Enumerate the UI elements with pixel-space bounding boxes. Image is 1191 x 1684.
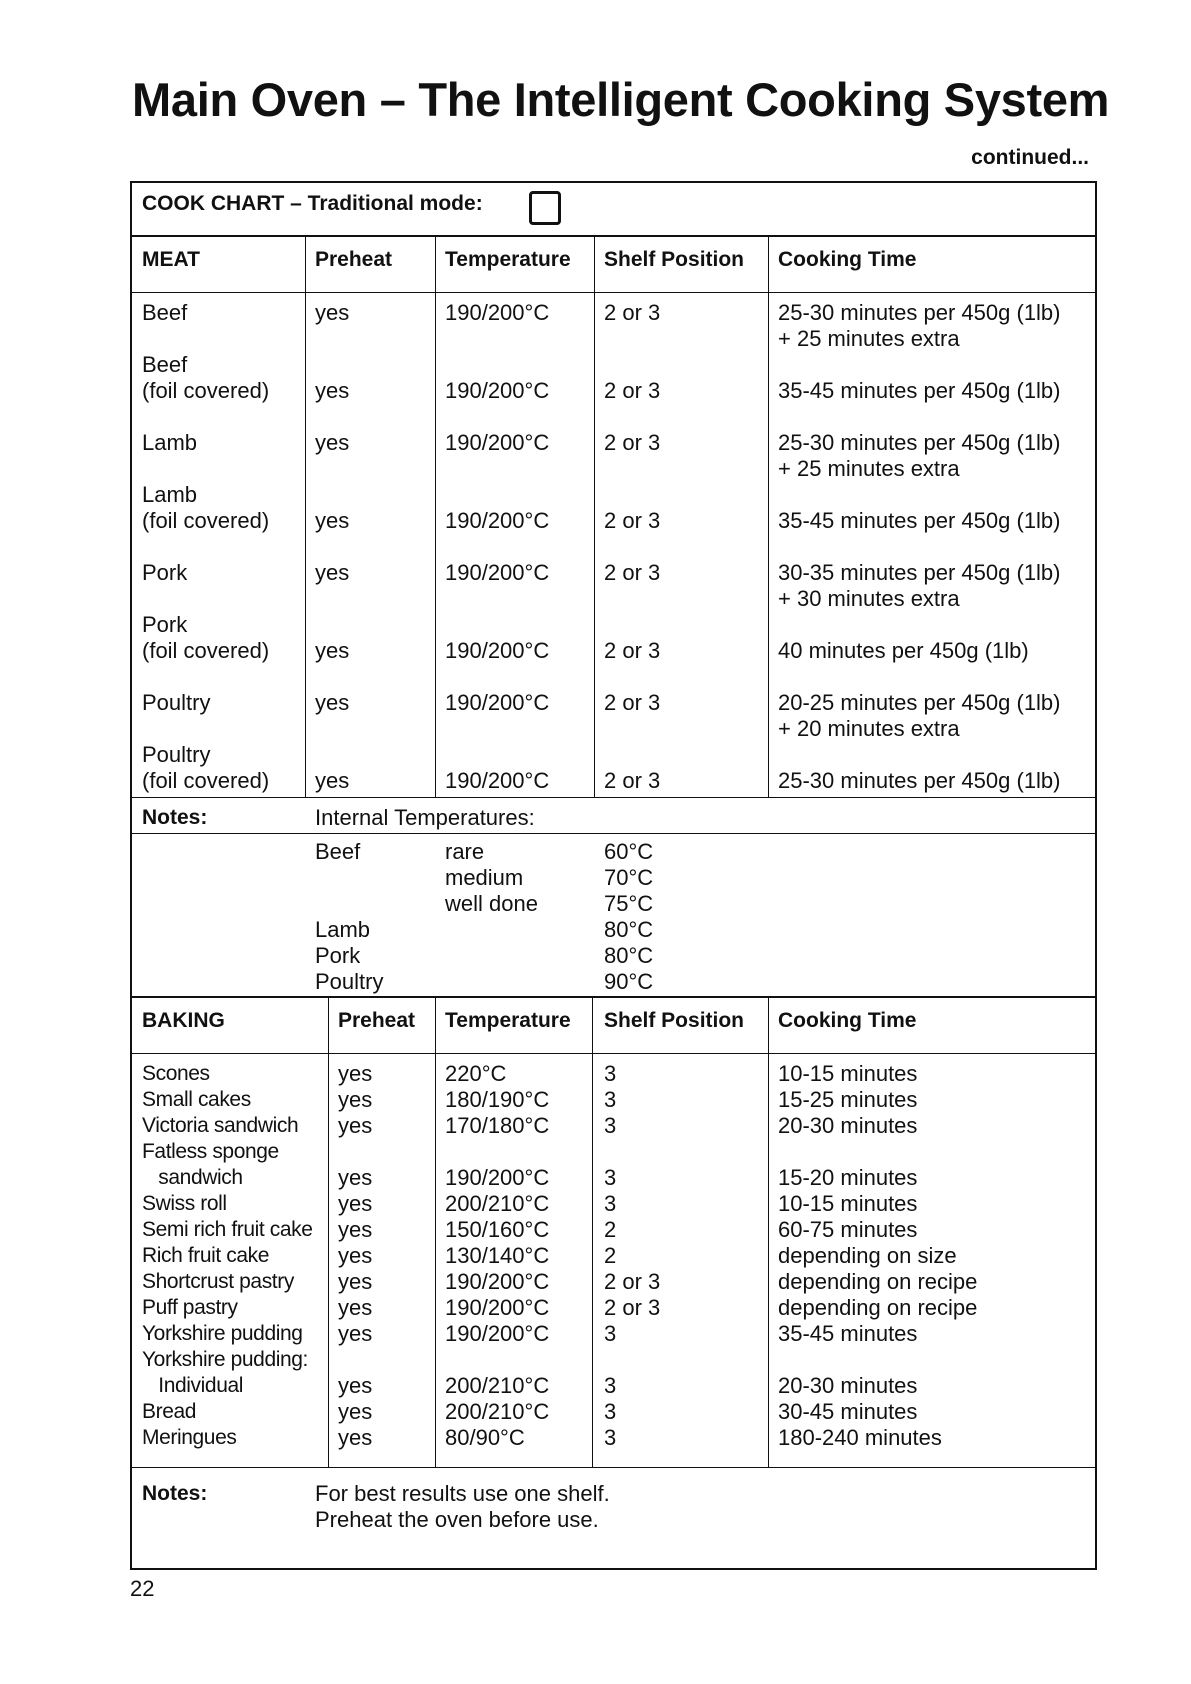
meat-preheat: yes [315,300,350,325]
meat-preheat: yes [315,768,350,793]
meat-notes-label: Notes: [142,806,208,829]
column-divider [328,996,329,1467]
meat-temperature: 190/200°C [445,430,550,455]
meat-preheat: yes [315,638,350,663]
meat-time: 25-30 minutes per 450g (1lb) + 25 minutes extra [778,430,1061,481]
baking-header: BAKING [142,1009,225,1032]
meat-temperature: 190/200°C [445,378,550,403]
column-divider [592,996,593,1467]
meat-shelf: 2 or 3 [604,638,661,663]
meat-time-header: Cooking Time [778,248,917,271]
baking-notes-text: For best results use one shelf. Preheat the oven before use. [315,1481,610,1532]
meat-item: Lamb (foil covered) [142,482,270,533]
baking-time-header: Cooking Time [778,1009,917,1032]
traditional-mode-icon [529,191,561,225]
meat-shelf: 2 or 3 [604,690,661,715]
meat-time: 20-25 minutes per 450g (1lb) + 20 minutes extra [778,690,1061,741]
meat-time: 35-45 minutes per 450g (1lb) [778,378,1061,403]
meat-preheat: yes [315,508,350,533]
meat-shelf: 2 or 3 [604,300,661,325]
meat-time: 35-45 minutes per 450g (1lb) [778,508,1061,533]
column-divider [305,235,306,797]
meat-time: 40 minutes per 450g (1lb) [778,638,1029,663]
meat-time: 25-30 minutes per 450g (1lb) + 25 minutes extra [778,300,1061,351]
baking-temperature: 220°C 180/190°C 170/180°C 190/200°C 200/210°C 150/160°C 130/140°C 190/200°C 190/200°C 190/200°C 200/210°C 200/210°C 80/90°C [445,1061,550,1450]
meat-item: Poultry (foil covered) [142,742,270,793]
meat-preheat: yes [315,690,350,715]
divider [132,1467,1095,1468]
divider [132,1053,1095,1054]
meat-item: Poultry [142,690,211,715]
meat-temperature: 190/200°C [445,560,550,585]
baking-shelf: 3 3 3 3 3 2 2 2 or 3 2 or 3 3 3 3 3 [604,1061,661,1450]
divider [132,292,1095,293]
baking-items: Scones Small cakes Victoria sandwich Fatless sponge sandwich Swiss roll Semi rich fruit cake Rich fruit cake Shortcrust pastry Puff pastry Yorkshire pudding Yorkshire pudding: Individual Bread Meringues [142,1062,313,1449]
column-divider [594,235,595,797]
column-divider [768,235,769,797]
baking-preheat: yes yes yes yes yes yes yes yes yes yes yes yes yes [338,1061,373,1450]
meat-temperature-header: Temperature [445,248,571,271]
continued-label: continued... [971,146,1089,169]
divider [132,996,1095,998]
meat-preheat: yes [315,430,350,455]
meat-preheat-header: Preheat [315,248,393,271]
meat-shelf: 2 or 3 [604,508,661,533]
column-divider [768,996,769,1467]
meat-item: Lamb [142,430,198,455]
meat-temperature: 190/200°C [445,300,550,325]
page-number: 22 [130,1576,155,1601]
cook-chart-table [130,181,1097,1570]
internal-temp-doneness: rare medium well done [445,839,538,916]
divider [132,797,1095,798]
meat-preheat: yes [315,378,350,403]
cook-chart-heading: COOK CHART – Traditional mode: [142,192,483,215]
column-divider [435,235,436,797]
meat-shelf: 2 or 3 [604,378,661,403]
baking-preheat-header: Preheat [338,1009,416,1032]
meat-shelf: 2 or 3 [604,430,661,455]
meat-header: MEAT [142,248,200,271]
meat-shelf-header: Shelf Position [604,248,745,271]
meat-item: Beef (foil covered) [142,352,270,403]
baking-notes-label: Notes: [142,1482,208,1505]
meat-preheat: yes [315,560,350,585]
meat-item: Pork (foil covered) [142,612,270,663]
divider [132,235,1095,237]
meat-temperature: 190/200°C [445,638,550,663]
internal-temp-meats: Beef Lamb Pork Poultry [315,839,384,994]
meat-temperature: 190/200°C [445,768,550,793]
meat-time: 30-35 minutes per 450g (1lb) + 30 minutes extra [778,560,1061,611]
baking-time: 10-15 minutes 15-25 minutes 20-30 minutes 15-20 minutes 10-15 minutes 60-75 minutes depending on size depending on recipe depending on recipe 35-45 minutes 20-30 minutes 30-45 minutes 180-240 minutes [778,1061,978,1450]
meat-shelf: 2 or 3 [604,768,661,793]
page-title: Main Oven – The Intelligent Cooking System [132,73,1110,126]
baking-shelf-header: Shelf Position [604,1009,745,1032]
internal-temperatures-title: Internal Temperatures: [315,805,535,830]
column-divider [435,996,436,1467]
meat-item: Beef [142,300,188,325]
baking-temperature-header: Temperature [445,1009,571,1032]
divider [132,833,1095,834]
meat-temperature: 190/200°C [445,508,550,533]
meat-temperature: 190/200°C [445,690,550,715]
internal-temp-values: 60°C 70°C 75°C 80°C 80°C 90°C [604,839,654,994]
meat-item: Pork [142,560,188,585]
meat-shelf: 2 or 3 [604,560,661,585]
meat-time: 25-30 minutes per 450g (1lb) [778,768,1061,793]
